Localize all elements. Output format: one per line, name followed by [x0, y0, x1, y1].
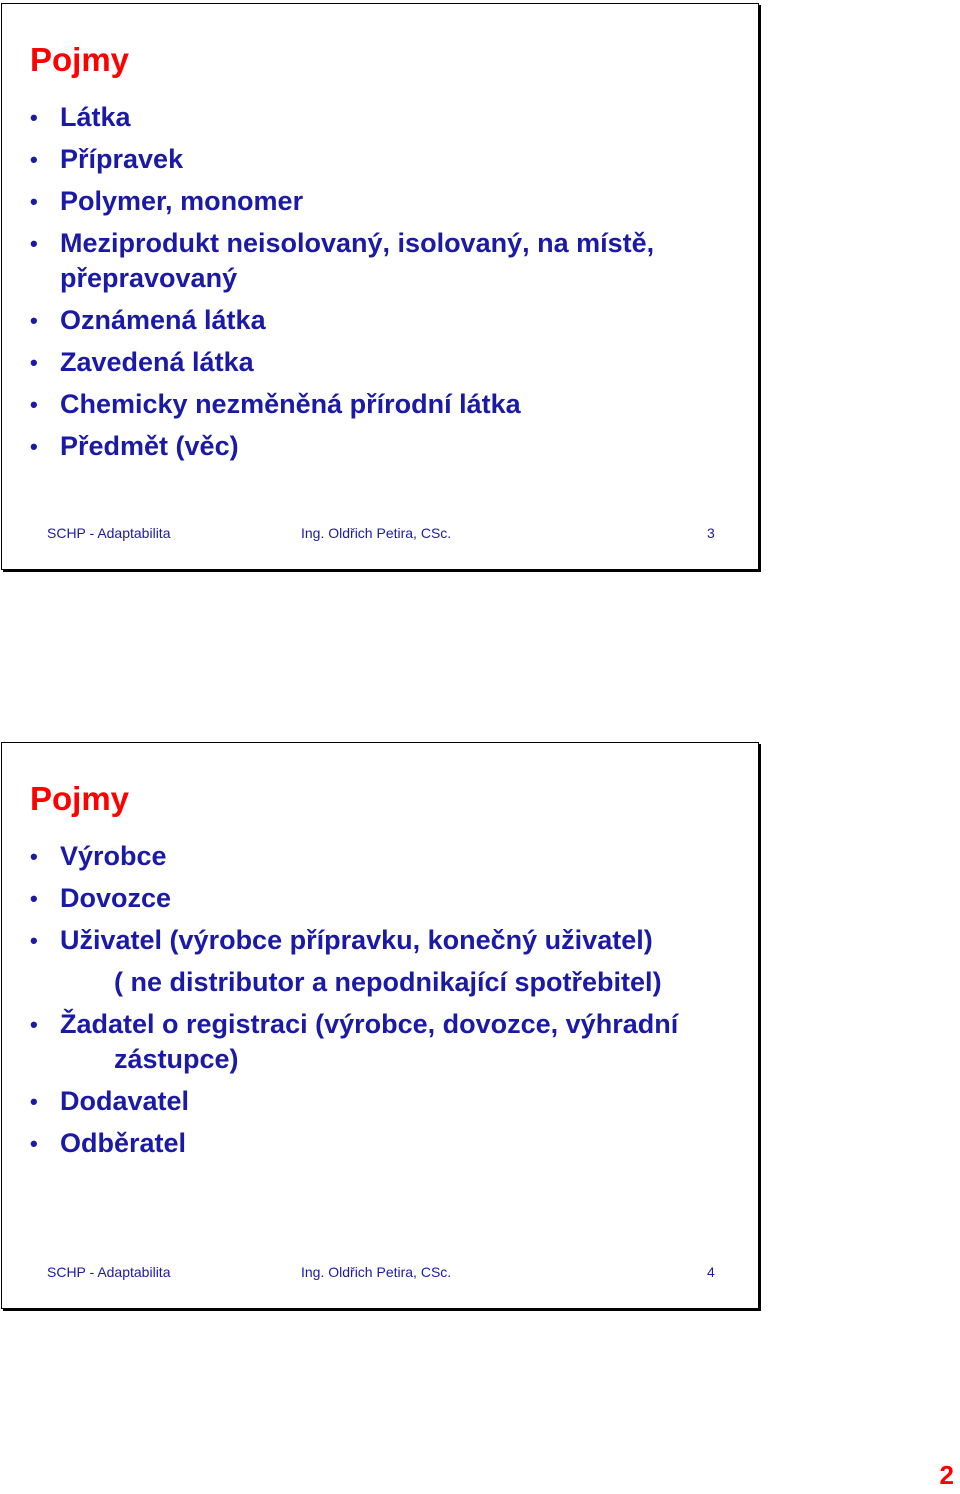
bullet-item: • Předmět (věc)	[28, 429, 748, 464]
bullet-list	[28, 100, 748, 471]
bullet-icon: •	[30, 928, 38, 953]
bullet-icon: •	[30, 1089, 38, 1114]
bullet-icon: •	[30, 844, 38, 869]
bullet-list	[28, 839, 748, 1168]
footer-course: SCHP - Adaptabilita	[47, 1264, 171, 1280]
bullet-item: • Dovozce	[28, 881, 748, 916]
page-number: 2	[939, 1460, 954, 1490]
footer-author: Ing. Oldřich Petira, CSc.	[301, 1264, 452, 1280]
slide-number: 4	[707, 1264, 715, 1280]
slide-footer	[47, 525, 727, 543]
bullet-item: • Chemicky nezměněná přírodní látka	[28, 387, 748, 422]
bullet-item: • Zavedená látka	[28, 345, 748, 380]
bullet-item: • Oznámená látka	[28, 303, 748, 338]
bullet-icon: •	[30, 1131, 38, 1156]
bullet-icon: •	[30, 147, 38, 172]
slide-3	[1, 3, 759, 570]
bullet-subitem: ( ne distributor a nepodnikající spotřebitel)	[114, 967, 662, 997]
bullet-item: • Přípravek	[28, 142, 748, 177]
bullet-item: • Uživatel (výrobce přípravku, konečný uživatel)	[28, 923, 748, 958]
bullet-item: • Výrobce	[28, 839, 748, 874]
bullet-item: • Žadatel o registraci (výrobce, dovozce, výhradní zástupce)	[30, 1009, 679, 1074]
bullet-icon: •	[30, 434, 38, 459]
bullet-icon: •	[30, 392, 38, 417]
bullet-item: • Polymer, monomer	[28, 184, 748, 219]
bullet-icon: •	[30, 189, 38, 214]
bullet-item: • Látka	[28, 100, 748, 135]
bullet-icon: •	[30, 1012, 38, 1037]
bullet-icon: •	[30, 105, 38, 130]
bullet-icon: •	[30, 886, 38, 911]
bullet-icon: •	[30, 231, 38, 256]
slide-title: Pojmy	[30, 41, 130, 78]
bullet-item: • Meziprodukt neisolovaný, isolovaný, na místě, přepravovaný	[30, 228, 655, 293]
slide-title: Pojmy	[30, 780, 130, 817]
slide-footer	[47, 1264, 727, 1282]
slide-4	[1, 742, 759, 1309]
footer-course: SCHP - Adaptabilita	[47, 525, 171, 541]
bullet-icon: •	[30, 350, 38, 375]
bullet-icon: •	[30, 308, 38, 333]
bullet-item: • Odběratel	[28, 1126, 748, 1161]
footer-author: Ing. Oldřich Petira, CSc.	[301, 525, 452, 541]
slide-number: 3	[707, 525, 715, 541]
bullet-item: • Dodavatel	[28, 1084, 748, 1119]
